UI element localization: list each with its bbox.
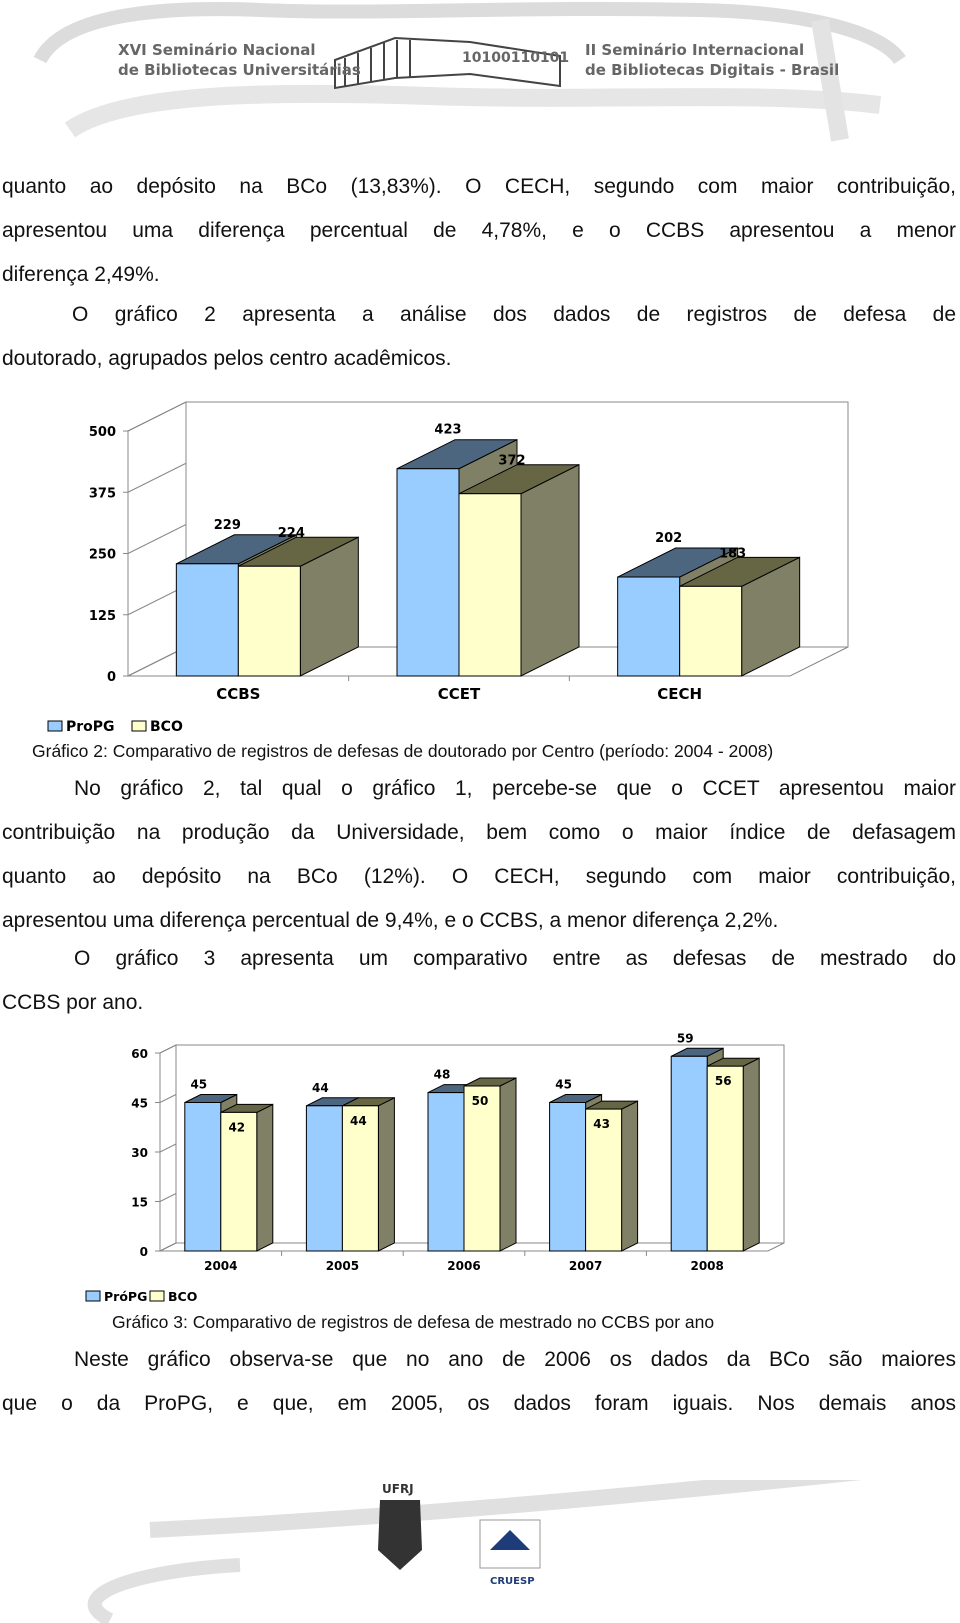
seminar-title-line1: XVI Seminário Nacional — [118, 41, 316, 59]
chart3-data-label: 44 — [350, 1113, 367, 1128]
chart3-y-tick-label: 30 — [131, 1146, 148, 1160]
chart3-bar-side — [378, 1098, 394, 1251]
text-line: diferença 2,49%. — [2, 263, 160, 286]
chart3-legend-label: PróPG — [104, 1289, 148, 1304]
chart3-bar-PróPG-2007 — [550, 1103, 586, 1252]
text-line: O gráfico 3 apresenta um comparativo entre as defesas de mestrado do — [74, 947, 956, 970]
chart2-legend-swatch — [132, 721, 146, 731]
chart3-bar-side — [743, 1058, 759, 1251]
seminar-title-international — [585, 40, 839, 80]
chart3-legend-swatch — [86, 1291, 100, 1301]
chart2-x-tick-label: CECH — [657, 685, 703, 703]
chart2-y-tick-label: 0 — [106, 670, 116, 685]
chart2-data-label: 183 — [719, 546, 747, 562]
text-line: O gráfico 2 apresenta a análise dos dados de registros de defesa de — [72, 303, 956, 326]
chart2-bar-ProPG-CCBS — [176, 564, 238, 676]
chart2-bar-ProPG-CECH — [618, 577, 680, 676]
chart3-bar-side — [257, 1104, 273, 1251]
chart2-data-label: 423 — [434, 422, 462, 438]
chart3-bar-side — [500, 1078, 516, 1251]
chart2-data-label: 229 — [213, 517, 241, 533]
seminar-title-line4: de Bibliotecas Digitais - Brasil — [585, 61, 840, 79]
chart3-x-tick-label: 2006 — [447, 1259, 481, 1273]
chart3-bar-PróPG-2006 — [428, 1093, 464, 1251]
chart3-bar-side — [622, 1101, 638, 1251]
text-line: No gráfico 2, tal qual o gráfico 1, percebe-se que o CCET apresentou maior — [74, 777, 956, 800]
chart2-bar-ProPG-CCET — [397, 469, 459, 676]
chart3-y-tick-label: 60 — [131, 1047, 148, 1061]
chart2-legend-swatch — [48, 721, 62, 731]
cruesp-logo: CRUESP — [490, 1576, 535, 1587]
chart3-data-label: 42 — [228, 1120, 246, 1135]
chart2-bar-side — [521, 465, 579, 676]
seminar-title-line2: de Bibliotecas Universitárias — [118, 61, 361, 79]
chart2-bar-BCO-CECH — [680, 586, 742, 676]
chart3-x-tick-label: 2005 — [325, 1259, 360, 1273]
chart3-bar-PróPG-2008 — [671, 1056, 707, 1251]
chart2-data-label: 202 — [655, 531, 683, 547]
text-line: CCBS por ano. — [2, 991, 144, 1014]
chart3-legend-swatch — [150, 1291, 164, 1301]
paragraph-1 — [2, 165, 956, 297]
chart3-data-label: 50 — [471, 1094, 489, 1108]
chart3-bar-BCO-2008 — [707, 1066, 743, 1251]
seminar-title-line3: II Seminário Internacional — [585, 41, 805, 59]
paragraph-2 — [2, 293, 956, 381]
chart3-x-tick-label: 2008 — [690, 1259, 724, 1273]
chart2-x-tick-label: CCET — [437, 685, 481, 703]
chart3-caption: Gráfico 3: Comparativo de registros de defesa de mestrado no CCBS por ano — [112, 1312, 715, 1332]
chart2-legend-label: ProPG — [66, 719, 115, 735]
chart3-data-label: 59 — [676, 1031, 694, 1046]
chart3-data-label: 45 — [555, 1077, 572, 1092]
chart3-x-tick-label: 2007 — [568, 1259, 603, 1273]
text-line: Neste gráfico observa-se que no ano de 2006 os dados da BCo são maiores — [74, 1348, 956, 1371]
chart3-data-label: 43 — [593, 1117, 610, 1132]
chart3-y-tick-label: 0 — [139, 1245, 148, 1259]
text-line: quanto ao depósito na BCo (12%). O CECH, segundo com maior contribuição, — [2, 865, 956, 888]
chart-masters-ccbs-by-year — [0, 1025, 960, 1310]
chart3-bar-PróPG-2004 — [185, 1103, 221, 1252]
text-line: quanto ao depósito na BCo (13,83%). O CECH, segundo com maior contribuição, — [2, 175, 956, 198]
chart2-y-tick-label: 125 — [88, 608, 116, 624]
text-line: que o da ProPG, e que, em 2005, os dados foram iguais. Nos demais anos — [2, 1392, 956, 1415]
chart-doctorate-by-center — [0, 395, 960, 740]
chart2-caption: Gráfico 2: Comparativo de registros de defesas de doutorado por Centro (período: 2004 - 2008) — [32, 741, 774, 761]
chart2-y-tick-label: 375 — [88, 486, 116, 502]
chart2-bar-BCO-CCBS — [238, 566, 300, 676]
chart2-x-tick-label: CCBS — [216, 685, 261, 703]
paragraph-5 — [2, 1338, 956, 1426]
chart3-y-tick-label: 45 — [131, 1096, 148, 1111]
footer-decoration — [0, 1480, 960, 1623]
text-line: apresentou uma diferença percentual de 4,78%, e o CCBS apresentou a menor — [2, 219, 956, 242]
chart2-data-label: 372 — [498, 453, 526, 469]
chart3-y-tick-label: 15 — [131, 1195, 148, 1210]
chart2-legend-label: BCO — [150, 719, 183, 735]
chart2-data-label: 224 — [277, 526, 305, 542]
ufrj-logo: UFRJ — [382, 1482, 414, 1496]
page-header — [0, 0, 960, 180]
text-line: doutorado, agrupados pelos centro acadêmicos. — [2, 347, 452, 370]
page-footer — [0, 1480, 960, 1623]
chart3-data-label: 48 — [433, 1067, 451, 1082]
chart3-data-label: 56 — [714, 1074, 732, 1089]
chart2-y-tick-label: 500 — [88, 425, 116, 440]
chart3-bar-BCO-2006 — [464, 1086, 500, 1251]
chart3-bar-PróPG-2005 — [306, 1106, 342, 1251]
paragraph-3 — [2, 767, 956, 943]
seminar-title-national — [118, 40, 361, 80]
binary-text: 10100110101 — [462, 50, 570, 66]
text-line: contribuição na produção da Universidade, bem como o maior índice de defasagem — [2, 821, 956, 844]
chart3-x-tick-label: 2004 — [204, 1259, 238, 1273]
chart3-data-label: 44 — [312, 1080, 329, 1095]
chart3-legend-label: BCO — [168, 1289, 198, 1304]
chart2-bar-BCO-CCET — [459, 494, 521, 676]
paragraph-4 — [2, 937, 956, 1025]
chart3-data-label: 45 — [190, 1077, 208, 1092]
text-line: apresentou uma diferença percentual de 9,4%, e o CCBS, a menor diferença 2,2%. — [2, 909, 779, 932]
header-decoration — [0, 0, 960, 180]
chart2-y-tick-label: 250 — [88, 547, 116, 563]
